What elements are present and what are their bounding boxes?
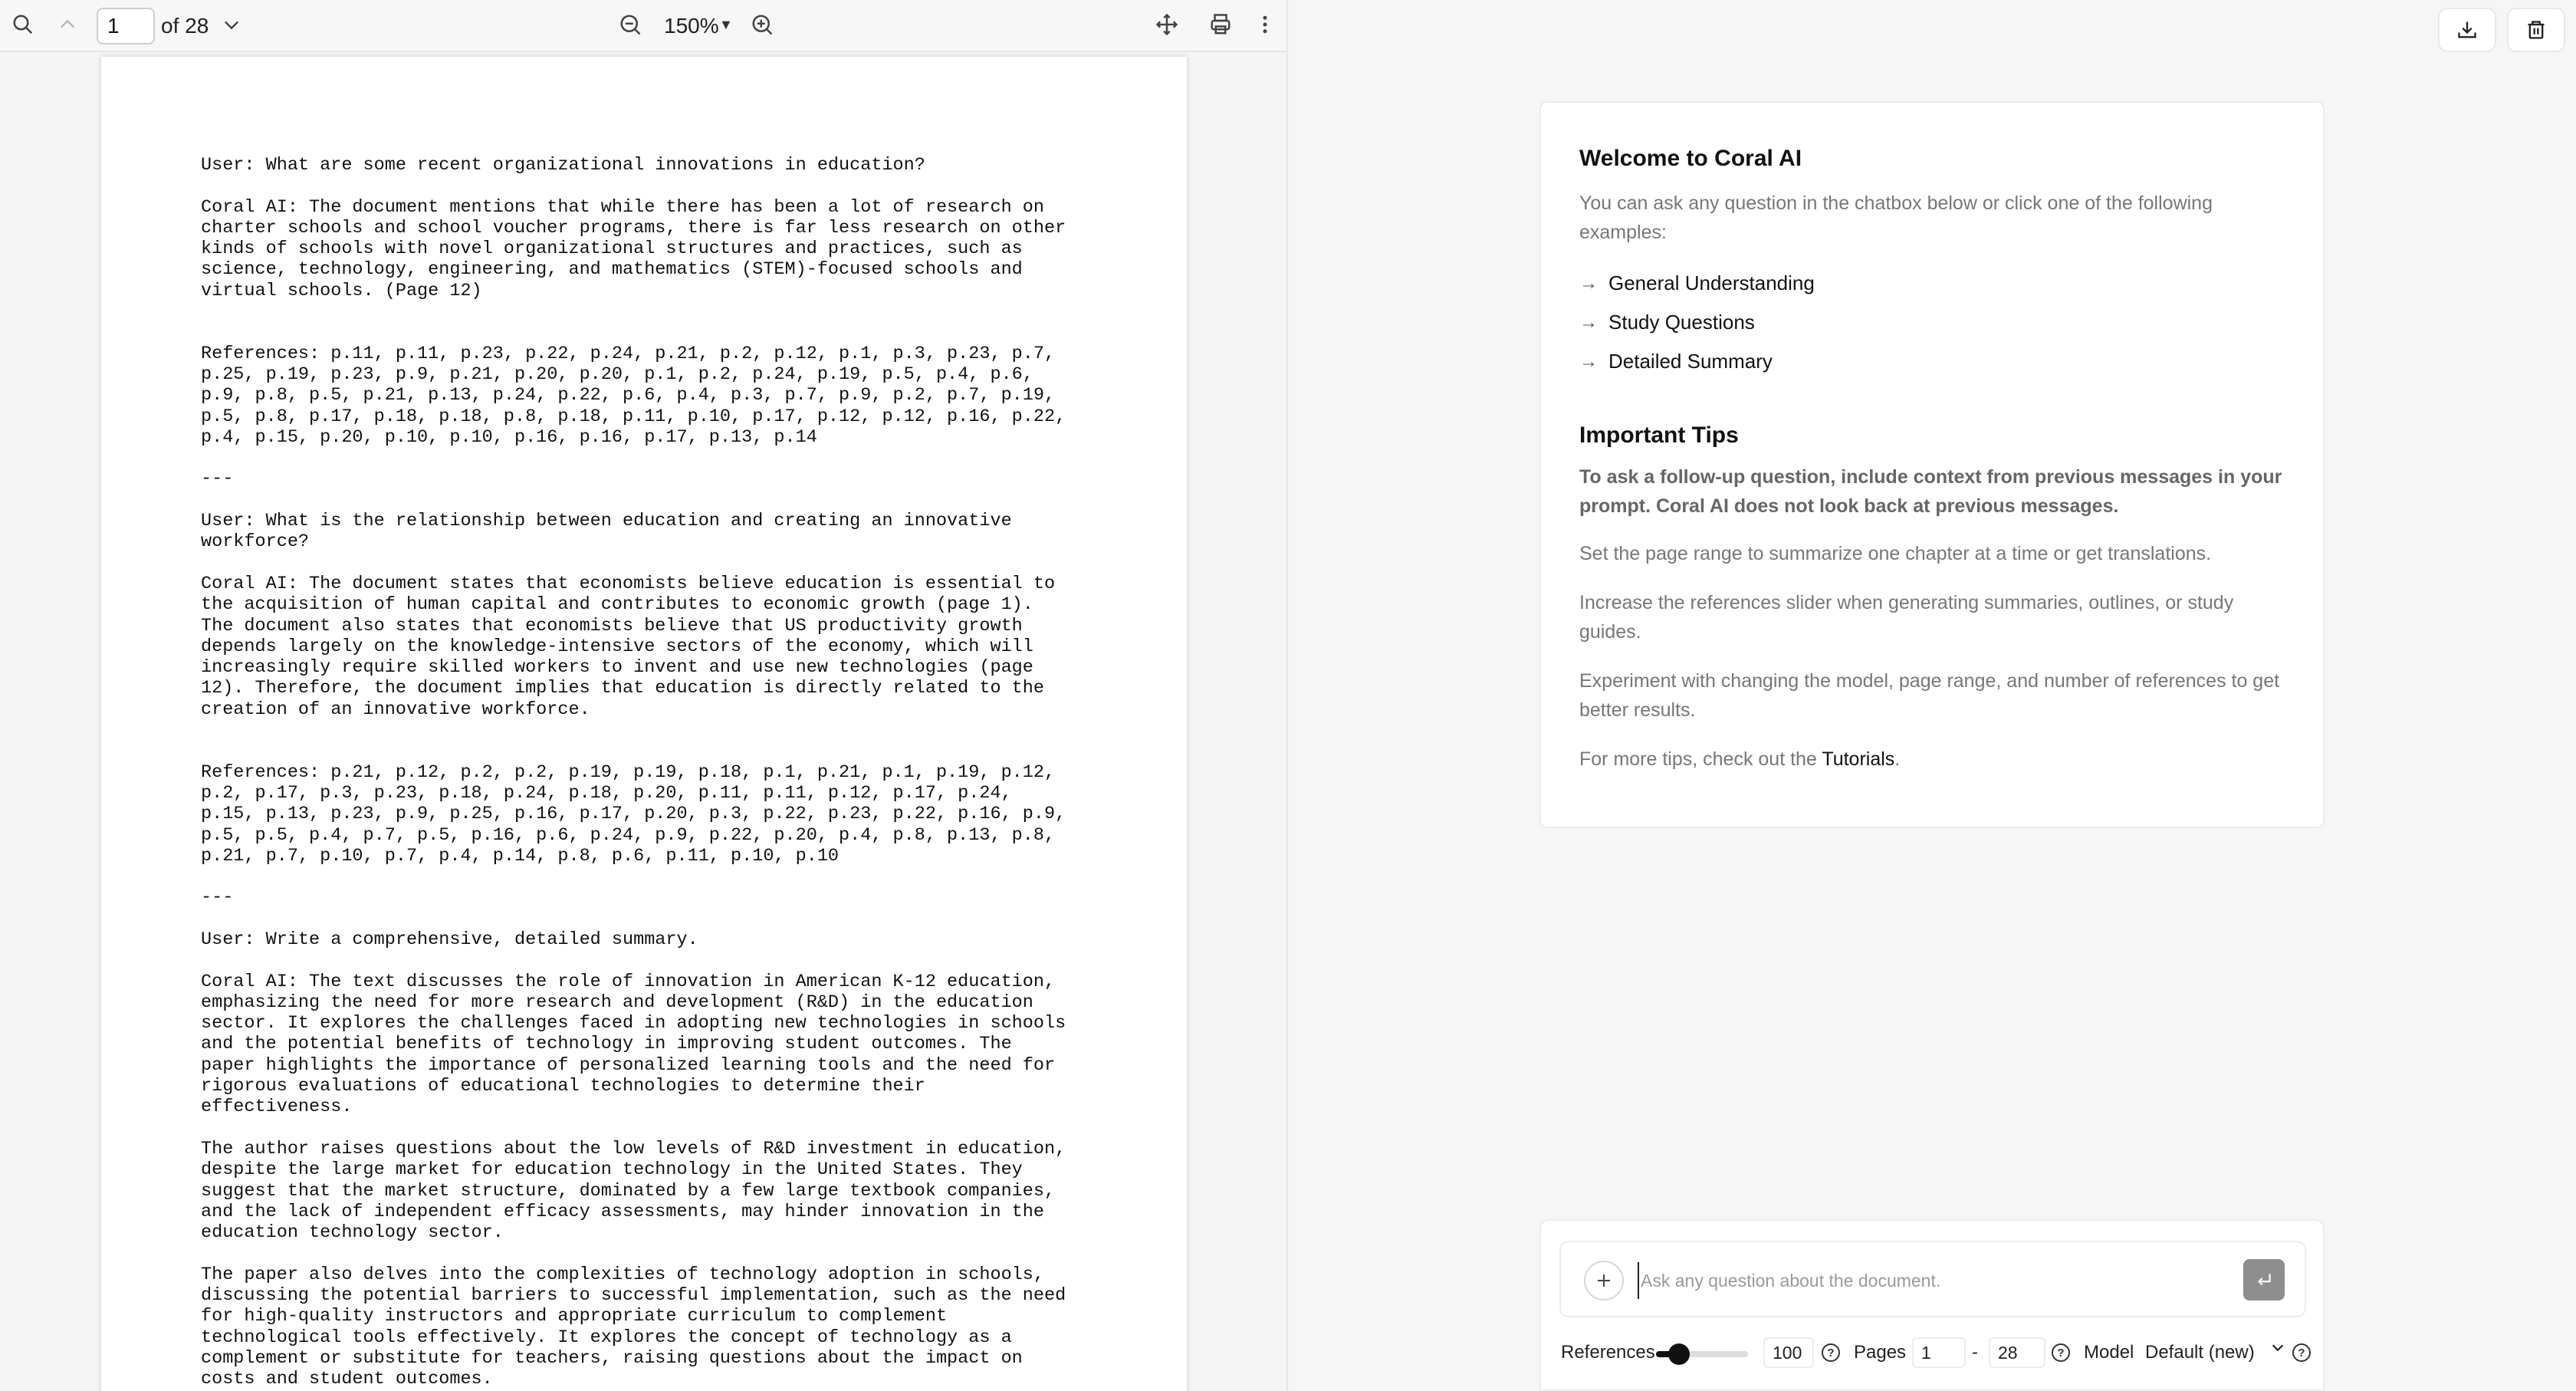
pdf-page — [101, 57, 1187, 1391]
document-paragraph: User: What are some recent organizational innovations in education? — [201, 155, 925, 176]
tutorials-link[interactable]: Tutorials — [1822, 748, 1895, 770]
document-paragraph: --- — [201, 887, 234, 909]
model-label: Model — [2084, 1342, 2134, 1363]
references-value-input[interactable] — [1763, 1337, 1814, 1368]
welcome-card — [1539, 101, 2325, 828]
page-from-input[interactable] — [1912, 1337, 1966, 1368]
document-paragraph: Coral AI: The document mentions that while there has been a lot of research on charter schools and school voucher programs, there is far less research on other kinds of schools with novel organizational structures and practices, such as science, technology, engineering, and mathematics (STEM)-focused schools and virtual schools. (Page 12) — [201, 196, 1066, 301]
document-paragraph: References: p.21, p.12, p.2, p.2, p.19, p.19, p.18, p.1, p.21, p.1, p.19, p.12, p.2, p.17, p.3, p.23, p.18, p.24, p.18, p.20, p.11, p.11, p.12, p.17, p.24, p.15, p.13, p.23, p.9, p.25, p.16, p.17, p.20, p.3, p.22, p.23, p.22, p.16, p.9, p.5, p.5, p.4, p.7, p.5, p.16, p.6, p.24, p.9, p.22, p.20, p.4, p.8, p.13, p.8, p.21, p.7, p.10, p.7, p.4, p.14, p.8, p.6, p.11, p.10, p.10 — [201, 761, 1066, 866]
document-paragraph: The paper also delves into the complexities of technology adoption in schools, discussing the potential barriers to successful implementation, such as the need for high-quality instructors and appropriate curriculum to complement technological tools effectively. It explores the concept of technology as a complement or substitute for teachers, raising questions about the impact on costs and student outcomes. — [201, 1264, 1066, 1390]
tip-tutorials: For more tips, check out the Tutorials. — [1579, 748, 1901, 770]
page-to-input[interactable] — [1989, 1337, 2045, 1368]
arrow-right-icon: → — [1579, 350, 1598, 372]
tip-follow-up: To ask a follow-up question, include context from previous messages in your prompt. Coral AI does not look back at previous messages. — [1579, 466, 2282, 517]
references-label: References — [1561, 1342, 1655, 1363]
pdf-toolbar — [0, 0, 1288, 52]
example-detailed-summary[interactable]: → Detailed Summary — [1579, 350, 1773, 373]
zoom-level[interactable]: 150% — [664, 14, 719, 38]
pages-label: Pages — [1854, 1342, 1907, 1363]
document-paragraph: The author raises questions about the low levels of R&D investment in education, despite the large market for education technology in the United States. They suggest that the market structure, dominated by a few large textbook companies, and the lack of independent efficacy assessments, may hinder innovation in the education technology sector. — [201, 1138, 1066, 1244]
move-icon[interactable] — [1153, 11, 1181, 38]
send-button[interactable] — [2243, 1259, 2285, 1301]
trash-icon — [2525, 19, 2547, 41]
pages-help-icon[interactable]: ? — [2052, 1343, 2070, 1362]
model-select[interactable]: Default (new) — [2145, 1342, 2255, 1363]
page-number-input[interactable] — [97, 8, 155, 44]
arrow-right-icon: → — [1579, 272, 1598, 294]
document-paragraph: References: p.11, p.11, p.23, p.22, p.24, p.21, p.2, p.12, p.1, p.3, p.23, p.7, p.25, p.19, p.23, p.9, p.21, p.20, p.20, p.1, p.2, p.24, p.19, p.5, p.4, p.6, p.9, p.8, p.5, p.21, p.13, p.24, p.22, p.6, p.4, p.3, p.7, p.9, p.2, p.7, p.19, p.5, p.8, p.17, p.18, p.18, p.8, p.18, p.11, p.10, p.17, p.12, p.12, p.16, p.22, p.4, p.15, p.20, p.10, p.10, p.16, p.16, p.17, p.13, p.14 — [201, 343, 1066, 448]
arrow-right-icon: → — [1579, 311, 1598, 333]
welcome-intro: You can ask any question in the chatbox below or click one of the following examples: — [1579, 192, 2213, 243]
zoom-dropdown-caret-icon[interactable]: ▼ — [719, 17, 733, 32]
model-help-icon[interactable]: ? — [2292, 1343, 2311, 1362]
example-list — [1579, 264, 2285, 381]
document-paragraph: User: What is the relationship between education and creating an innovative workforce? — [201, 511, 1012, 553]
delete-button[interactable] — [2507, 8, 2565, 52]
references-help-icon[interactable]: ? — [1822, 1343, 1840, 1362]
page-range-separator: - — [1972, 1342, 1978, 1363]
references-slider-thumb[interactable] — [1668, 1343, 1690, 1365]
document-paragraph: Coral AI: The text discusses the role of innovation in American K-12 education, emphasizing the need for more research and development (R&D) in the education sector. It explores the challenges faced in adopting new technologies in schools and the potential benefits of technology in improving student outcomes. The paper highlights the importance of personalized learning tools and the need for rigorous evaluations of educational technologies to determine their effectiveness. — [201, 971, 1066, 1118]
plus-icon — [1595, 1271, 1613, 1290]
chat-input-box — [1559, 1241, 2306, 1317]
page-total: of 28 — [161, 14, 209, 38]
tips-title: Important Tips — [1579, 423, 1739, 448]
tips-section — [1579, 423, 2285, 774]
document-paragraph: --- — [201, 469, 234, 490]
references-slider[interactable] — [1656, 1351, 1748, 1357]
zoom-in-icon[interactable] — [748, 11, 776, 38]
document-text — [201, 155, 1121, 1391]
question-input[interactable] — [1638, 1262, 2205, 1299]
zoom-out-icon[interactable] — [616, 11, 644, 38]
chevron-down-icon[interactable] — [2269, 1339, 2286, 1361]
example-general-understanding[interactable]: → General Understanding — [1579, 271, 1815, 294]
more-vertical-icon[interactable] — [1251, 11, 1279, 38]
example-study-questions[interactable]: → Study Questions — [1579, 311, 1755, 334]
print-icon[interactable] — [1207, 11, 1234, 38]
document-paragraph: User: Write a comprehensive, detailed summary. — [201, 929, 698, 950]
download-button[interactable] — [2438, 8, 2496, 52]
tip-references: Increase the references slider when generating summaries, outlines, or study guides. — [1579, 592, 2234, 643]
chevron-down-icon[interactable] — [218, 11, 245, 38]
document-paragraph: Coral AI: The document states that economists believe education is essential to the acquisition of human capital and contributes to economic growth (page 1). The document also states that economists believe that US productivity growth depends largely on the knowledge-intensive sectors of the economy, which will increasingly require skilled workers to invent and use new technologies (page 12). Therefore, the document implies that education is directly related to the creation of an innovative workforce. — [201, 573, 1056, 720]
attach-button[interactable] — [1584, 1261, 1624, 1301]
tip-page-range: Set the page range to summarize one chapter at a time or get translations. — [1579, 543, 2212, 564]
composer — [1539, 1219, 2325, 1391]
tip-experiment: Experiment with changing the model, page range, and number of references to get better results. — [1579, 670, 2280, 721]
chevron-up-icon[interactable] — [54, 11, 81, 38]
enter-icon — [2254, 1270, 2274, 1290]
composer-controls — [1561, 1334, 2312, 1371]
welcome-title: Welcome to Coral AI — [1579, 146, 1802, 171]
search-icon[interactable] — [9, 11, 37, 38]
download-icon — [2456, 19, 2478, 41]
